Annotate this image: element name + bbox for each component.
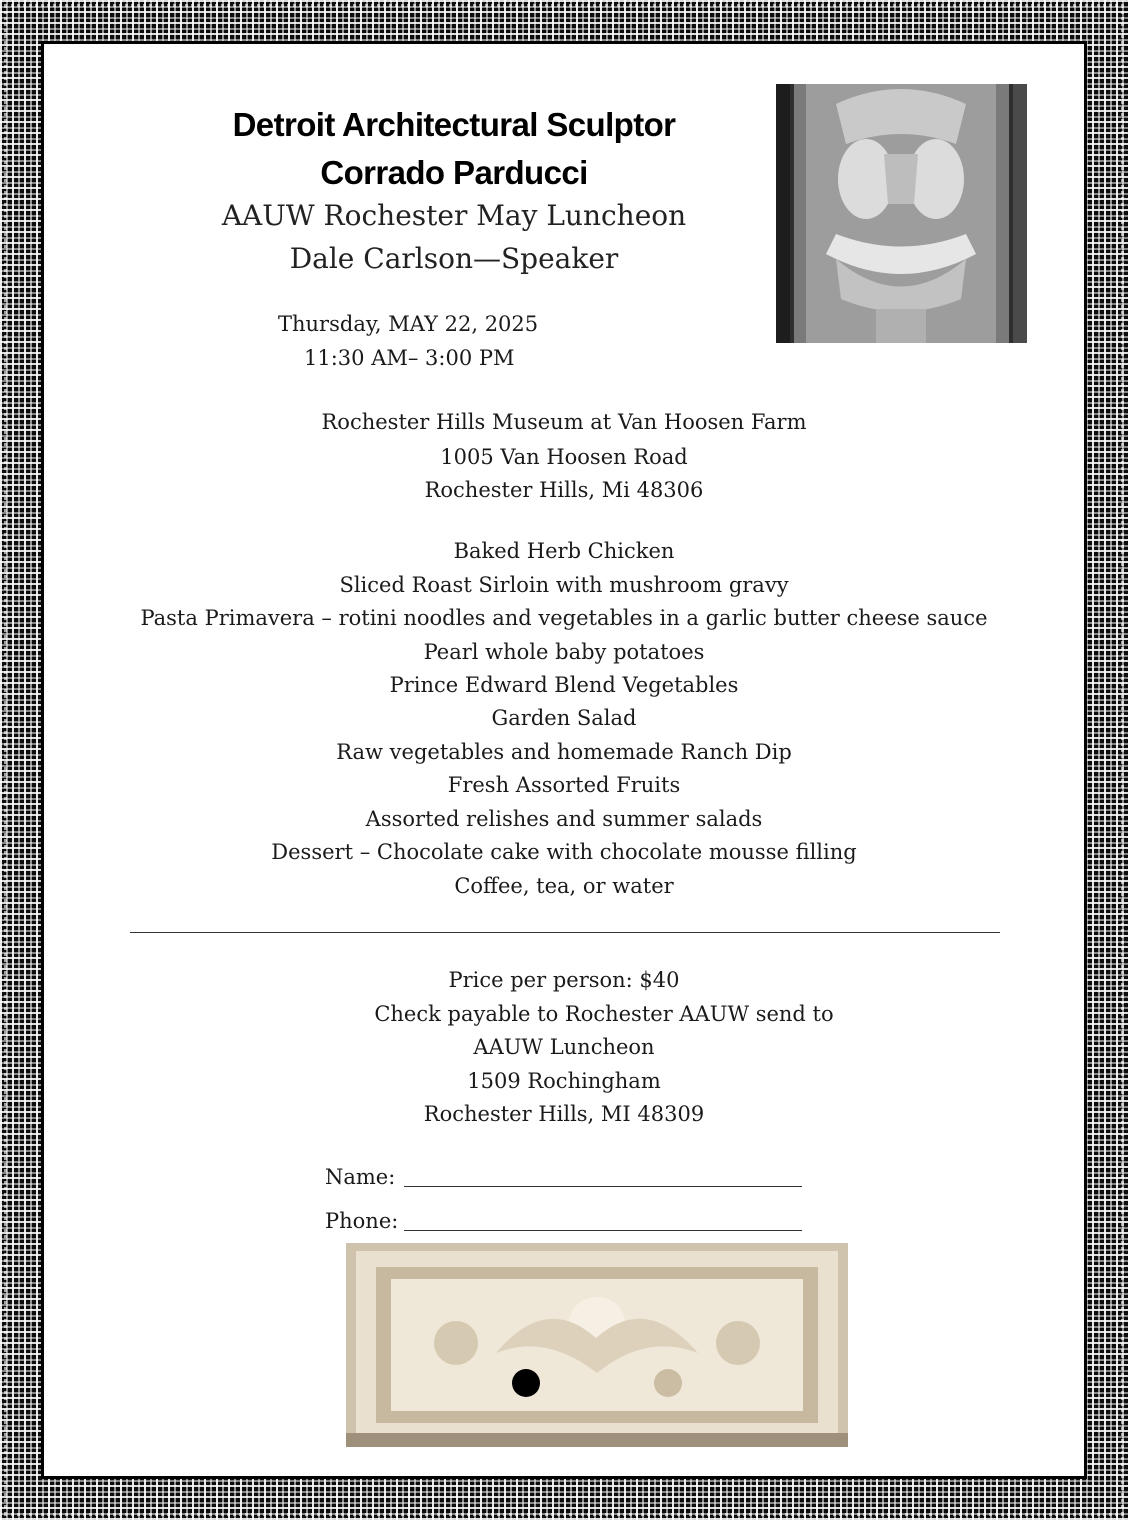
name-field[interactable] (404, 1186, 802, 1187)
payment-addressee: AAUW Luncheon (473, 1035, 655, 1059)
menu-item: Assorted relishes and summer salads (365, 807, 763, 831)
event-time: 11:30 AM– 3:00 PM (304, 346, 515, 370)
venue-name: Rochester Hills Museum at Van Hoosen Farm (321, 410, 807, 434)
venue-street: 1005 Van Hoosen Road (440, 445, 688, 469)
phone-field[interactable] (404, 1230, 802, 1231)
phone-label: Phone: (325, 1209, 399, 1233)
menu-item: Sliced Roast Sirloin with mushroom gravy (339, 573, 789, 597)
event-date: Thursday, MAY 22, 2025 (278, 312, 539, 336)
menu-item: Raw vegetables and homemade Ranch Dip (336, 740, 792, 764)
title-line-2: Corrado Parducci (320, 154, 588, 191)
title-line-1: Detroit Architectural Sculptor (232, 106, 676, 143)
event-name: AAUW Rochester May Luncheon (221, 199, 687, 232)
payment-instructions: Check payable to Rochester AAUW send to (374, 1002, 834, 1026)
speaker: Dale Carlson—Speaker (289, 242, 619, 275)
venue-city: Rochester Hills, Mi 48306 (424, 478, 704, 502)
divider (130, 932, 1000, 933)
name-label: Name: (325, 1165, 396, 1189)
menu-item: Fresh Assorted Fruits (447, 773, 681, 797)
menu-item: Garden Salad (491, 706, 637, 730)
menu-item: Coffee, tea, or water (454, 874, 674, 898)
flyer-page (44, 44, 1084, 1476)
relief-photo (346, 1243, 848, 1447)
payment-city: Rochester Hills, MI 48309 (423, 1102, 705, 1126)
menu-item: Pearl whole baby potatoes (423, 640, 705, 664)
menu-item: Dessert – Chocolate cake with chocolate mousse filling (271, 840, 857, 864)
menu-item: Prince Edward Blend Vegetables (389, 673, 739, 697)
menu-item: Baked Herb Chicken (453, 539, 675, 563)
payment-street: 1509 Rochingham (467, 1069, 661, 1093)
menu-item: Pasta Primavera – rotini noodles and vegetables in a garlic butter cheese sauce (140, 606, 988, 630)
sculpture-photo (776, 84, 1027, 343)
price: Price per person: $40 (448, 968, 680, 992)
